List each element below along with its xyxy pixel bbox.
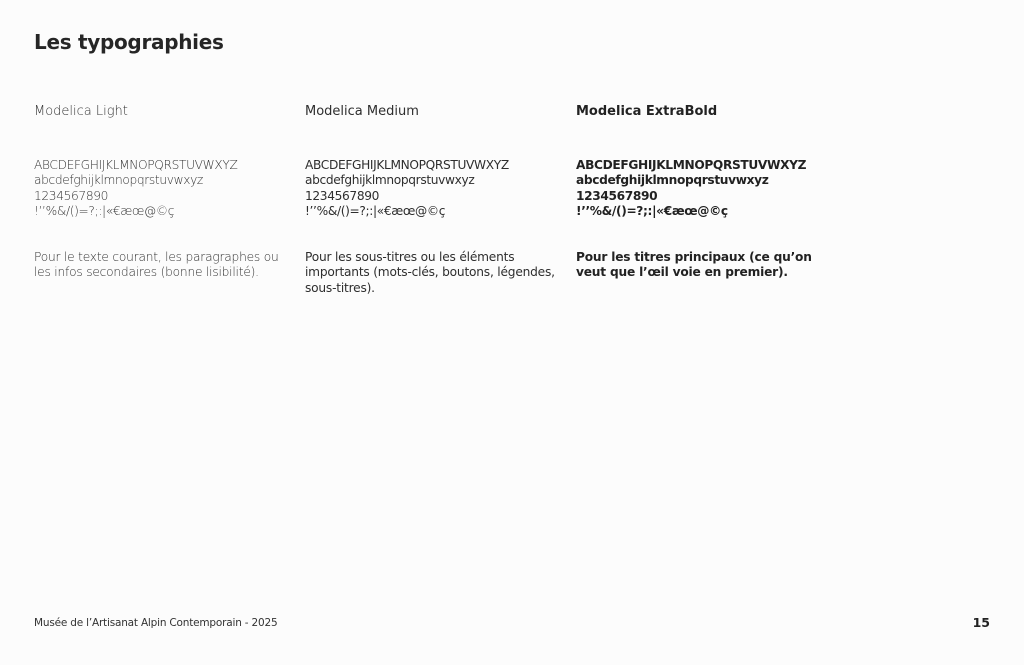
specimen-uppercase: ABCDEFGHIJKLMNOPQRSTUVWXYZ (34, 158, 238, 172)
specimen-symbols: !’’%&/()=?;:|«€æœ@©ç (576, 204, 728, 219)
page-title: Les typographies (34, 30, 224, 54)
character-specimen (305, 158, 560, 220)
specimen-uppercase: ABCDEFGHIJKLMNOPQRSTUVWXYZ (576, 158, 807, 172)
font-column-extrabold (576, 104, 831, 281)
usage-description: Pour les titres principaux (ce qu’on veut que l’œil voie en premier). (576, 249, 812, 280)
font-name: Modelica Light (34, 104, 128, 119)
specimen-symbols: !’’%&/()=?;:|«€æœ@©ç (305, 204, 446, 219)
specimen-lowercase: abcdefghijklmnopqrstuvwxyz (576, 173, 769, 188)
font-column-light (34, 104, 289, 281)
specimen-symbols: !’’%&/()=?;:|«€æœ@©ç (34, 204, 175, 219)
specimen-digits: 1234567890 (576, 188, 658, 203)
font-name: Modelica ExtraBold (576, 104, 718, 119)
specimen-uppercase: ABCDEFGHIJKLMNOPQRSTUVWXYZ (305, 158, 509, 172)
font-name: Modelica Medium (305, 104, 419, 119)
page-number: 15 (972, 615, 990, 630)
character-specimen (34, 158, 289, 220)
footer-text: Musée de l’Artisanat Alpin Contemporain - 2025 (34, 617, 278, 629)
specimen-lowercase: abcdefghijklmnopqrstuvwxyz (34, 173, 203, 188)
specimen-digits: 1234567890 (34, 188, 109, 203)
specimen-digits: 1234567890 (305, 188, 380, 203)
font-column-medium (305, 104, 560, 296)
usage-description: Pour les sous-titres ou les éléments importants (mots-clés, boutons, légendes, sous-titres). (305, 249, 555, 295)
character-specimen (576, 158, 831, 220)
usage-description: Pour le texte courant, les paragraphes ou les infos secondaires (bonne lisibilité). (34, 249, 279, 280)
specimen-lowercase: abcdefghijklmnopqrstuvwxyz (305, 173, 475, 188)
